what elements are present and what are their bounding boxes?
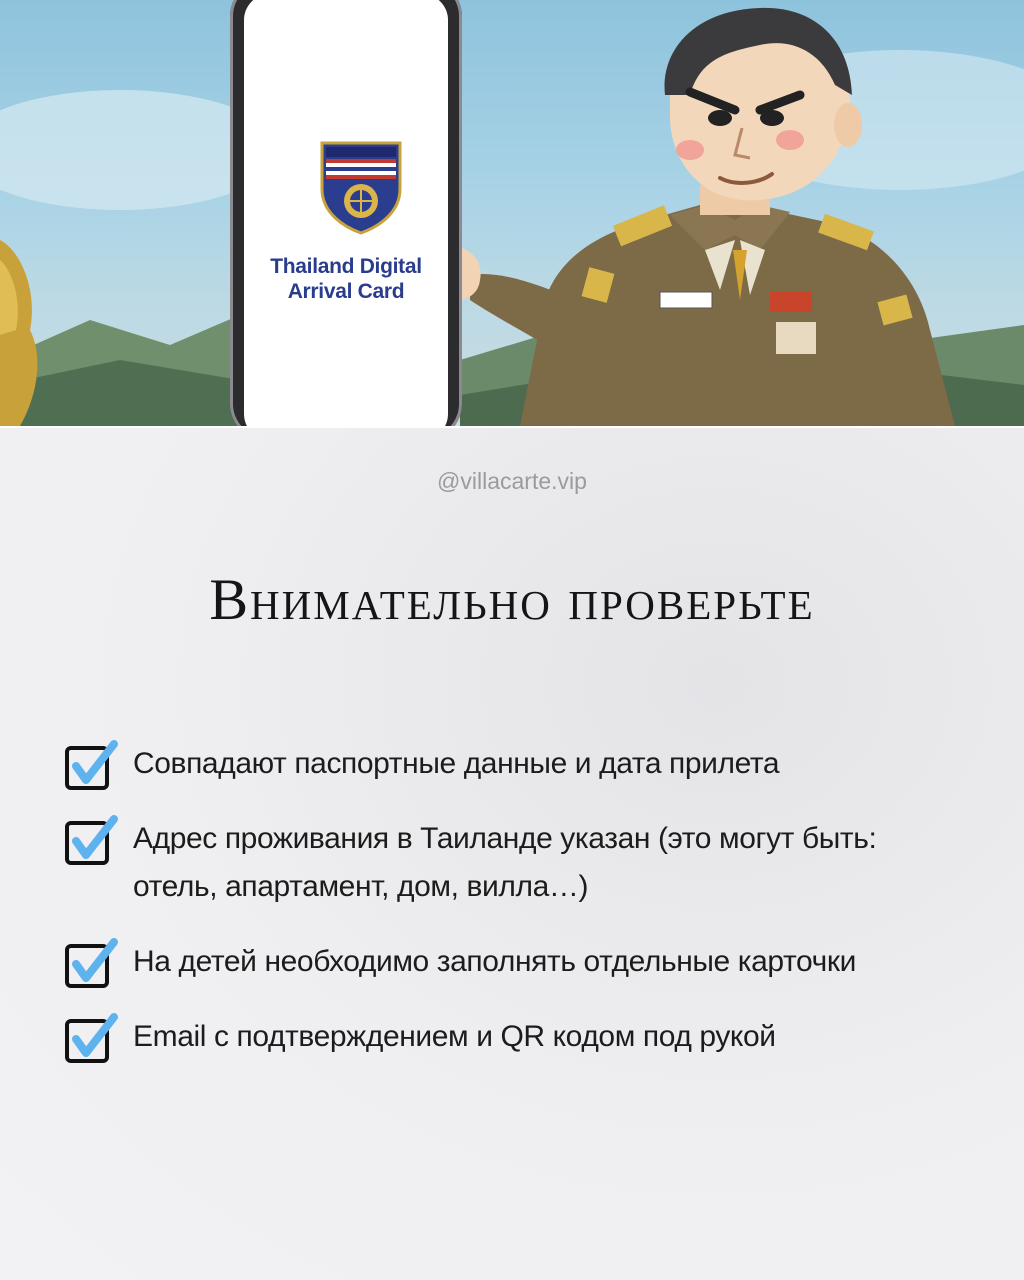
page-title: Внимательно проверьте [209,567,815,632]
checklist-item [64,938,964,986]
checklist-item-text: На детей необходимо заполнять отдельные карточки [133,945,856,978]
hero-illustration [0,0,1024,426]
card-title-line2: Arrival Card [287,280,405,303]
phone-screen [244,0,448,426]
checklist-panel [0,428,1024,1280]
checklist-item [64,740,964,788]
account-handle: @villacarte.vip [437,468,587,494]
checklist-item [64,1013,964,1061]
checkbox-checked-icon [64,938,120,992]
checkbox-checked-icon [64,740,120,794]
checklist-item-text: Email с подтверждением и QR кодом под рукой [133,1020,776,1053]
card-title [244,254,448,304]
checklist [64,740,964,1088]
checkbox-checked-icon [64,815,120,869]
hero-background-scene [0,0,1024,426]
checklist-item-text: Совпадают паспортные данные и дата прилета [133,747,780,780]
checkbox-checked-icon [64,1013,120,1067]
checklist-item [64,815,964,911]
card-title-line1: Thailand Digital [270,255,422,278]
phone-mockup [230,0,462,426]
royal-thai-police-badge-icon [318,139,404,235]
checklist-item-text: Адрес проживания в Таиланде указан (это могут быть: отель, апартамент, дом, вилла…) [133,822,877,903]
